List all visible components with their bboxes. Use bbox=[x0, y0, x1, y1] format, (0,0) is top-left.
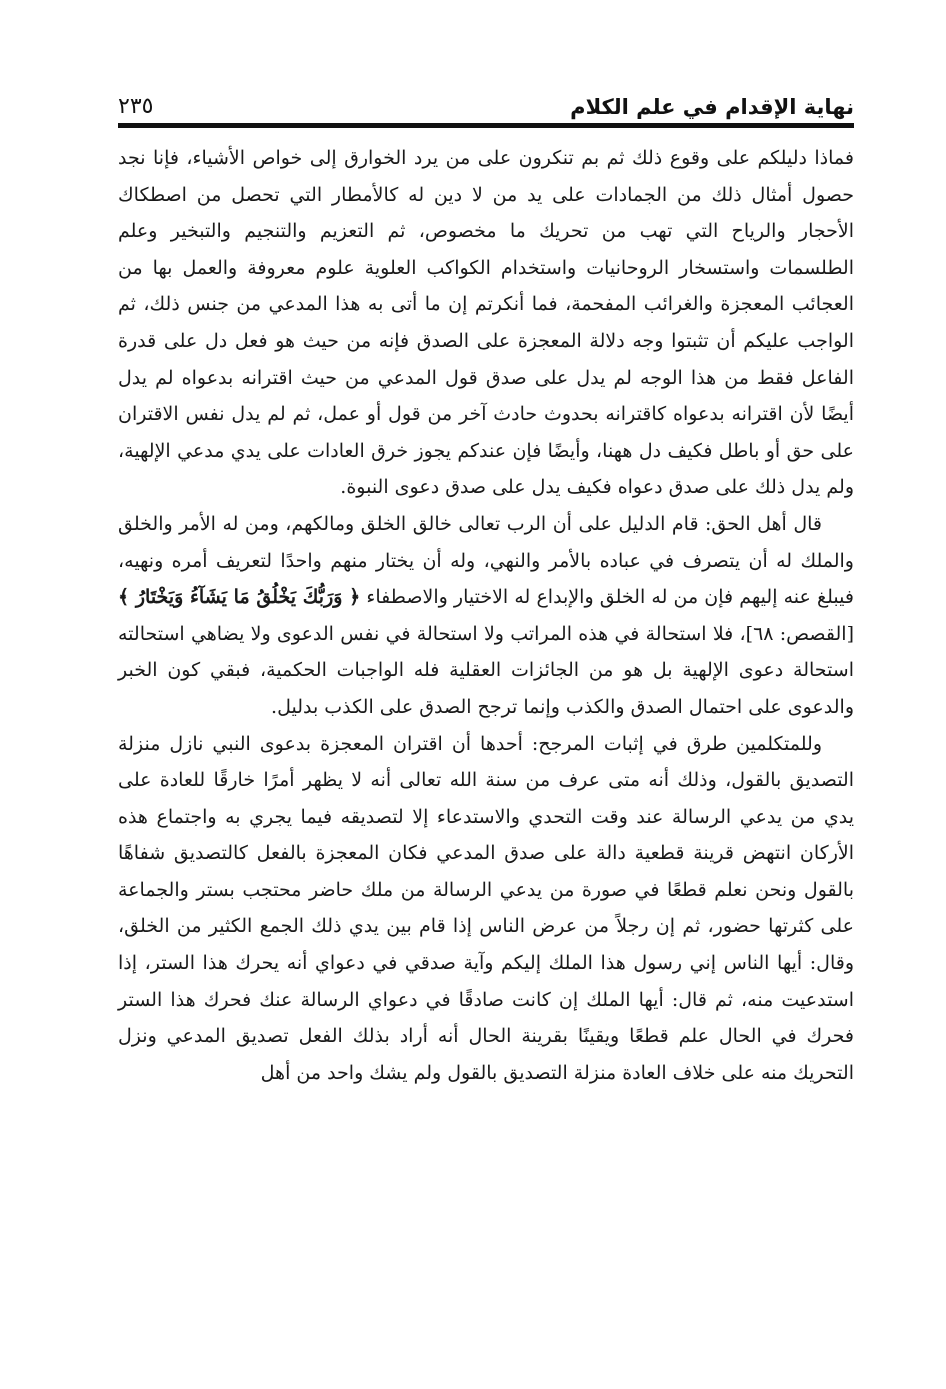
paragraph-text: فماذا دليلكم على وقوع ذلك ثم بم تنكرون على من يرد الخوارق إلى خواص الأشياء، فإنا نجد حصول أمثال ذلك من الجمادات على يد من لا دين له كالأمطار التي تحصل من اصطكاك الأحجار والرياح التي تهب من تحريك ما مخصوص، ثم التعزيم والتنجيم والتبخير وعلم الطلسمات واستسخار الروحانيات واستخدام الكواكب العلوية علوم معروفة والعمل بها من العجائب المعجزة والغرائب المفحمة، فما أنكرتم إن ما أتى به هذا المدعي من جنس ذلك، ثم الواجب عليكم أن تثبتوا وجه دلالة المعجزة على الصدق فإنه من حيث هو فعل دل على قدرة الفاعل فقط من هذا الوجه لم يدل على صدق قول المدعي من حيث اقترانه بدعواه لم يدل أيضًا لأن اقترانه بدعواه كاقترانه بحدوث حادث آخر من قول أو عمل، ثم لم يدل نفس الاقتران على حق أو باطل فكيف دل ههنا، وأيضًا فإن عندكم يجوز خرق العادات على يدي مدعي الإلهية، ولم يدل ذلك على صدق دعواه فكيف يدل على صدق دعوى النبوة. bbox=[118, 147, 854, 499]
header-divider bbox=[118, 123, 854, 128]
paragraph-text: [القصص: ٦٨]، فلا استحالة في هذه المراتب ولا استحالة في نفس الدعوى ولا يضاهي استحالته استحالة دعوى الإلهية بل هو من الجائزات العقلية فله الواجبات الحكمية، فبقي كون الخبر والدعوى على احتمال الصدق والكذب وإنما ترجح الصدق على الكذب بدليل. bbox=[118, 622, 854, 718]
paragraph-response bbox=[118, 506, 854, 726]
paragraph-objection bbox=[118, 140, 854, 506]
book-title: نهاية الإقدام في علم الكلام bbox=[570, 95, 854, 119]
quran-verse: ﴿ وَرَبُّكَ يَخْلُقُ مَا يَشَآءُ وَيَخْتَارُ ﴾ bbox=[118, 586, 361, 609]
paragraph-text: قال أهل الحق: قام الدليل على أن الرب تعالى خالق الخلق ومالكهم، ومن له الأمر والخلق والملك له أن يتصرف في عباده بالأمر والنهي، وله أن يختار منهم واحدًا لتعريف أمره ونهيه، فيبلغ عنه إليهم فإن من له الخلق والإبداع له الاختيار والاصطفاء bbox=[118, 512, 854, 609]
body-text bbox=[118, 140, 854, 1091]
running-header bbox=[118, 82, 854, 122]
paragraph-theologians bbox=[118, 726, 854, 1092]
paragraph-text: وللمتكلمين طرق في إثبات المرجح: أحدها أن اقتران المعجزة بدعوى النبي نازل منزلة التصديق بالقول، وذلك أنه متى عرف من سنة الله تعالى أنه لا يظهر أمرًا خارقًا للعادة على يدي من يدعي الرسالة عند وقت التحدي والاستدعاء إلا لتصديقه فيما يجري به واجتماع هذه الأركان انتهض قرينة قطعية دالة على صدق المدعي فكان المعجزة بالفعل كالتصديق شفاهًا بالقول ونحن نعلم قطعًا في صورة من يدعي الرسالة من ملك حاضر محتجب بستر والجماعة على كثرتها حضور، ثم إن رجلاً من عرض الناس إذا قام بين يدي ذلك الجمع الكثير من الخلق، وقال: أيها الناس إني رسول هذا الملك إليكم وآية صدقي في دعواي أنه يحرك هذا الستر، إذا استدعيت منه، ثم قال: أيها الملك إن كانت صادقًا في دعواي الرسالة عنك فحرك هذا الستر فحرك في الحال علم قطعًا ويقينًا بقرينة الحال أنه أراد بذلك الفعل تصديق المدعي ونزل التحريك منه على خلاف العادة منزلة التصديق بالقول ولم يشك واحد من أهل bbox=[118, 732, 854, 1084]
page-number: ٢٣٥ bbox=[118, 94, 154, 119]
